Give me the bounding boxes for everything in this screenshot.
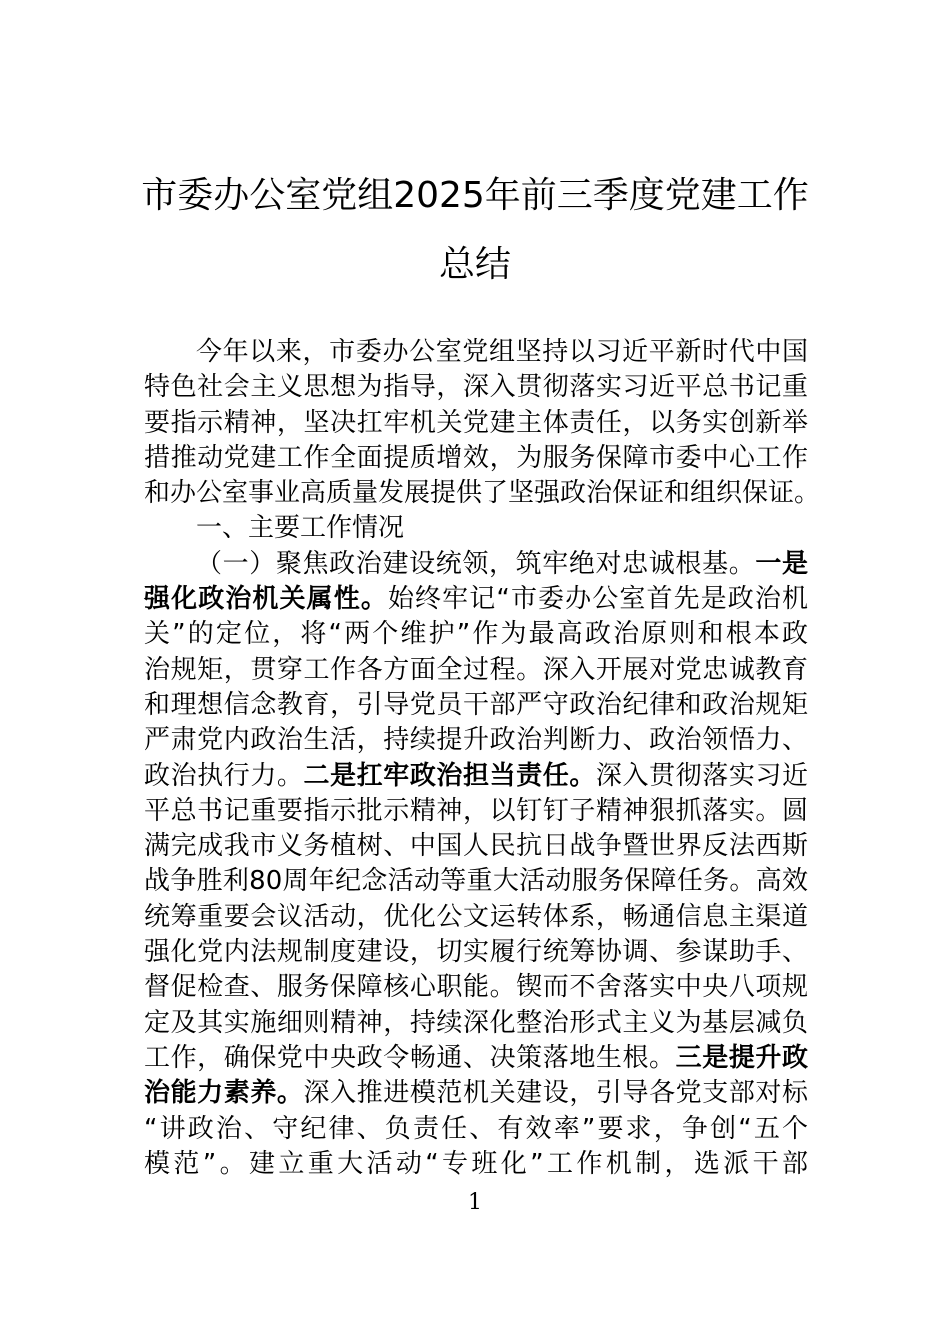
paragraph-line: 治规矩，贯穿工作各方面全过程。深入开展对党忠诚教育 [144, 654, 808, 685]
paragraph-line: 模范”。建立重大活动“专班化”工作机制，选派干部 [144, 1148, 808, 1179]
paragraph-line [144, 582, 808, 617]
paragraph-line: 战争胜利80周年纪念活动等重大活动服务保障任务。高效 [144, 866, 808, 897]
bold-lead: 治能力素养。 [144, 1078, 304, 1109]
paragraph-line: 关”的定位，将“两个维护”作为最高政治原则和根本政 [144, 619, 808, 650]
paragraph-line: 特色社会主义思想为指导，深入贯彻落实习近平总书记重 [144, 372, 808, 403]
document-body [144, 335, 821, 1182]
paragraph-line: 定及其实施细则精神，持续深化整治形式主义为基层减负 [144, 1007, 808, 1038]
section-heading: 一、主要工作情况 [196, 513, 405, 544]
bold-lead: 三是提升政 [675, 1042, 808, 1073]
document-title-line-2: 总结 [438, 244, 511, 285]
bold-lead: 一是 [755, 548, 808, 579]
paragraph-line: 和理想信念教育，引导党员干部严守政治纪律和政治规矩 [144, 689, 808, 720]
bold-lead: 二是扛牢政治担当责任。 [303, 760, 596, 791]
paragraph-line [144, 1041, 808, 1076]
bold-lead: 强化政治机关属性。 [144, 584, 388, 615]
line-text: 政治执行力。 [144, 760, 304, 791]
paragraph-line: 今年以来，市委办公室党组坚持以习近平新时代中国 [196, 337, 808, 367]
paragraph-line: 统筹重要会议活动，优化公文运转体系，畅通信息主渠道 [144, 901, 808, 932]
line-text: 深入推进模范机关建设，引导各党支部对标 [303, 1078, 808, 1109]
paragraph-line: 措推动党建工作全面提质增效，为服务保障市委中心工作 [144, 442, 808, 473]
paragraph-line: 强化党内法规制度建设，切实履行统筹协调、参谋助手、 [144, 937, 808, 968]
paragraph-line: “讲政治、守纪律、负责任、有效率”要求，争创“五个 [144, 1113, 808, 1144]
paragraph-line: 平总书记重要指示批示精神，以钉钉子精神狠抓落实。圆 [144, 795, 808, 826]
paragraph-line [144, 1076, 808, 1111]
line-text: 深入贯彻落实习近 [595, 760, 808, 791]
document-title-line-1: 市委办公室党组2025年前三季度党建工作 [141, 175, 809, 216]
paragraph-line [144, 759, 808, 794]
paragraph-line: 和办公室事业高质量发展提供了坚强政治保证和组织保证。 [144, 478, 821, 509]
line-text: 工作，确保党中央政令畅通、决策落地生根。 [144, 1042, 676, 1073]
page-number: 1 [468, 1190, 482, 1215]
paragraph-line: 满完成我市义务植树、中国人民抗日战争暨世界反法西斯 [144, 831, 808, 862]
paragraph-line: 要指示精神，坚决扛牢机关党建主体责任，以务实创新举 [144, 407, 808, 438]
paragraph-line: 督促检查、服务保障核心职能。锲而不舍落实中央八项规 [144, 972, 808, 1003]
paragraph-line: 严肃党内政治生活，持续提升政治判断力、政治领悟力、 [144, 725, 808, 756]
subsection-heading: （一）聚焦政治建设统领，筑牢绝对忠诚根基。 [196, 548, 756, 579]
paragraph-line [144, 547, 808, 582]
line-text: 始终牢记“市委办公室首先是政治机 [387, 584, 808, 615]
